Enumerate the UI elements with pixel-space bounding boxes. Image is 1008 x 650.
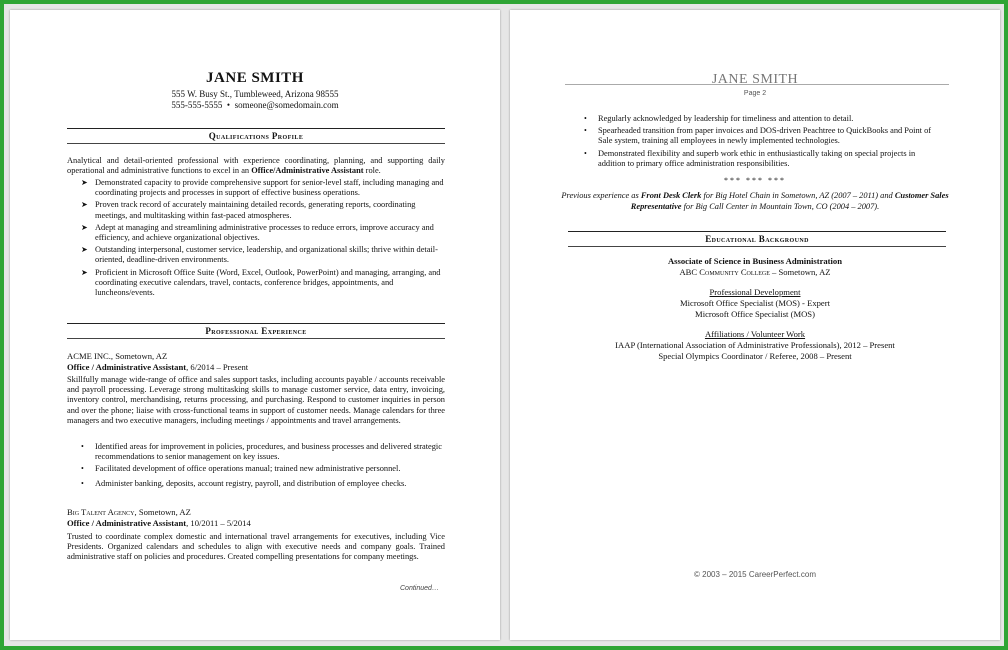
arrow-bullet-icon: ➤ [81, 267, 88, 277]
bullet-icon: • [81, 464, 84, 474]
section-rule [67, 323, 445, 324]
experience-title: Professional Experience [205, 326, 307, 336]
header-rule [565, 84, 949, 85]
affiliation-item: Special Olympics Coordinator / Referee, 2008 – Present [658, 351, 852, 361]
list-item: ➤ Demonstrated capacity to provide comprehensive support for senior-level staff, including managing and coordinating projects and processes in support of effective business operations. [81, 178, 444, 198]
continued-note: Continued… [400, 585, 439, 592]
separator-stars: *** *** *** [724, 176, 786, 185]
qualifications-title: Qualifications Profile [208, 131, 304, 141]
pd-item: Microsoft Office Specialist (MOS) - Expert [680, 298, 830, 308]
copyright: © 2003 – 2015 CareerPerfect.com [694, 570, 816, 579]
contact-line [10, 100, 500, 111]
job1-title-line: Office / Administrative Assistant, 6/2014 – Present [67, 362, 249, 372]
resume-page-2 [510, 10, 1000, 640]
page-number: Page 2 [743, 90, 767, 97]
list-item: ➤ Adept at managing and streamlining administrative processes to reduce errors, improve accuracy and efficiency, and achieve organizational objectives. [81, 222, 434, 243]
address: 555 W. Busy St., Tumbleweed, Arizona 98555 [171, 89, 339, 99]
degree: Associate of Science in Business Administration [667, 256, 843, 266]
education-title: Educational Background [705, 234, 809, 244]
arrow-bullet-icon: ➤ [81, 222, 88, 232]
bullet-icon: • [584, 126, 587, 136]
document-viewer [4, 4, 1004, 646]
job2-title-line: Office / Administrative Assistant, 10/2011 – 5/2014 [67, 518, 251, 528]
previous-experience: Previous experience as Front Desk Clerk for Big Hotel Chain in Sometown, AZ (2007 – 2011) and Customer Sales Representative for Big Call Center in Mountain Town, CO (2004 – 2007). [561, 191, 949, 211]
phone: 555-555-5555 [171, 100, 223, 110]
job2-company: Big Talent Agency, Sometown, AZ [67, 507, 191, 517]
list-item: • Demonstrated flexibility and superb work ethic in enthusiastically taking on special projects in addition to primary office administration responsibilities. [584, 148, 916, 168]
section-rule [568, 231, 946, 232]
contact-separator: • [226, 100, 231, 110]
bullet-icon: • [81, 478, 84, 488]
job1-achievements-continued [570, 114, 942, 171]
bullet-icon: • [584, 148, 587, 158]
list-item: ➤ Proven track record of accurately maintaining detailed records, generating reports, coordinating meetings, and multitasking within fast-paced atmospheres. [81, 200, 416, 220]
job2-description: Trusted to coordinate complex domestic and international travel arrangements for executives, including Vice Presidents. Organized calendars and schedules to align with executive needs and company goals. Trained administrative staff on policies and procedures. Created compelling presentations for company meetings. [67, 532, 445, 562]
job1-company: ACME INC., Sometown, AZ [67, 351, 168, 361]
section-rule [67, 143, 445, 144]
bullet-icon: • [81, 442, 84, 451]
candidate-name: JANE SMITH [711, 72, 799, 87]
list-item: • Regularly acknowledged by leadership for timeliness and attention to detail. [584, 114, 854, 123]
affiliation-item: IAAP (International Association of Administrative Professionals), 2012 – Present [615, 340, 895, 350]
arrow-bullet-icon: ➤ [81, 245, 88, 255]
bullet-icon: • [584, 114, 587, 123]
arrow-bullet-icon: ➤ [81, 178, 88, 187]
job1-description: Skillfully manage wide-range of office and sales support tasks, including accounts payable / accounts receivable and payroll processing. Leverage strong multitasking skills to manage customer service, data entry, invoicing, inventory control, merchandising, returns processing, and purchasing. Respond to customer inquiries in person and over the phone; liaise with cross-functional teams in support of customer needs. Manage calendars for three managers and two executive managers, including meetings / appointments and travel arrangements. [67, 375, 445, 425]
professional-development-title: Professional Development [709, 287, 801, 297]
resume-page-1 [10, 10, 500, 640]
section-rule [67, 338, 445, 339]
arrow-bullet-icon: ➤ [81, 200, 88, 210]
pd-item: Microsoft Office Specialist (MOS) [695, 309, 815, 319]
list-item: ➤ Outstanding interpersonal, customer service, leadership, and organizational skills; thrive within detail-oriented, deadline-driven environments. [81, 245, 438, 265]
college: ABC Community College – Sometown, AZ [679, 267, 831, 277]
list-item: • Administer banking, deposits, account registry, payroll, and distribution of employee checks. [81, 478, 407, 488]
job1-achievements [67, 442, 445, 491]
qualifications-list [67, 178, 445, 300]
section-rule [568, 246, 946, 247]
list-item: • Identified areas for improvement in policies, procedures, and business processes and delivered strategic recommendations to senior management on key issues. [81, 442, 442, 462]
candidate-name: JANE SMITH [206, 70, 304, 86]
list-item: ➤ Proficient in Microsoft Office Suite (Word, Excel, Outlook, PowerPoint) and managing, arranging, and coordinating executive calendars, travel, contacts, conference bridges, appointments, and luncheons/events. [81, 267, 441, 298]
affiliations-title: Affiliations / Volunteer Work [704, 329, 806, 339]
email: someone@somedomain.com [234, 100, 339, 110]
qualifications-intro: Analytical and detail-oriented professional with experience coordinating, planning, and supporting daily operational and administrative functions to excel in an Office/Administrative Assistant role. [67, 156, 445, 176]
section-rule [67, 128, 445, 129]
list-item: • Spearheaded transition from paper invoices and DOS-driven Peachtree to QuickBooks and Point of Sale system, training all employees in newly implemented technologies. [584, 126, 932, 146]
list-item: • Facilitated development of office operations manual; trained new administrative personnel. [81, 464, 401, 474]
